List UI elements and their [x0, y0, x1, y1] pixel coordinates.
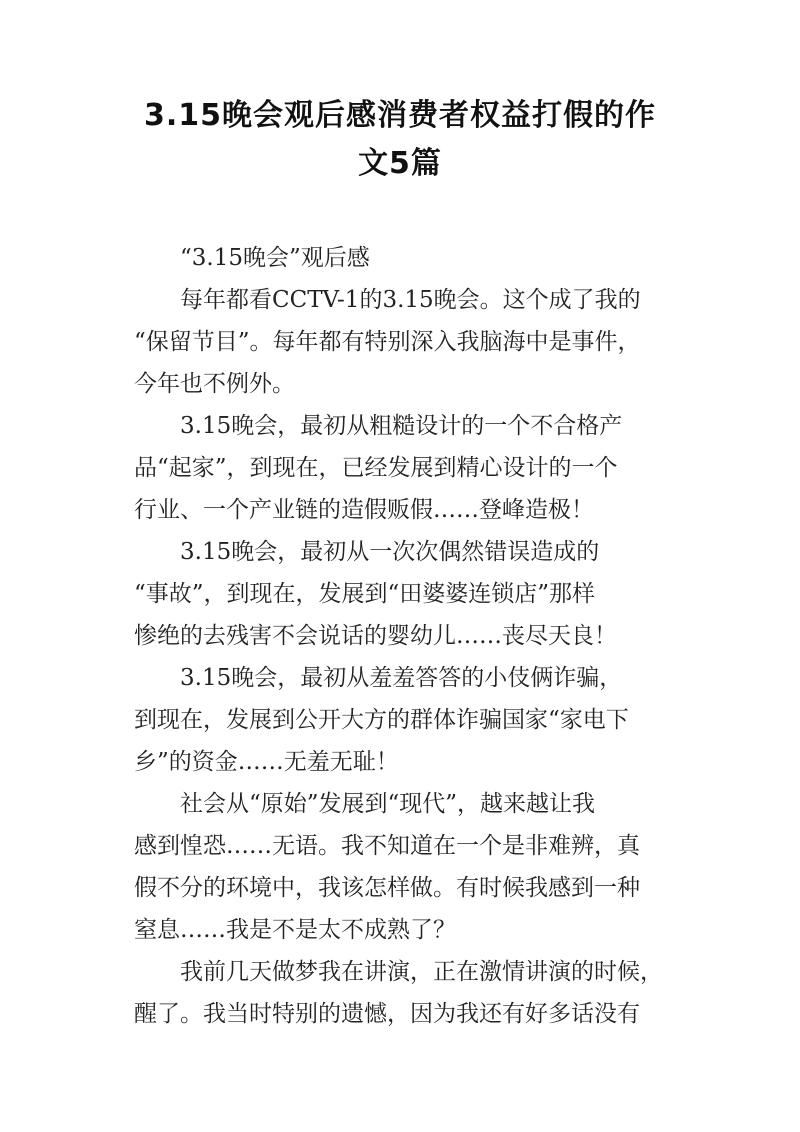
- text-line: 感到惶恐……无语。我不知道在一个是非难辨，真: [134, 833, 640, 859]
- document-title: [120, 92, 680, 188]
- text-line: 窒息……我是不是太不成熟了？: [134, 917, 456, 943]
- text-line: “事故”，到现在，发展到“田婆婆连锁店”那样: [134, 581, 596, 607]
- text-line: 3.15晚会，最初从羞羞答答的小伎俩诈骗，: [180, 665, 623, 691]
- paragraph: [134, 951, 674, 1035]
- document-body: [134, 237, 674, 1035]
- text-line: 每年都看CCTV-1的3.15晚会。这个成了我的: [180, 287, 641, 313]
- text-line: 醒了。我当时特别的遗憾，因为我还有好多话没有: [134, 1001, 640, 1027]
- text-line: 乡”的资金……无羞无耻！: [134, 749, 399, 775]
- text-line: 品“起家”，到现在，已经发展到精心设计的一个: [134, 455, 618, 481]
- text-line: 社会从“原始”发展到“现代”，越来越让我: [180, 791, 596, 817]
- paragraph: [134, 657, 674, 783]
- paragraph-subtitle: [134, 237, 674, 279]
- paragraph: [134, 531, 674, 657]
- text-line: 3.15晚会，最初从粗糙设计的一个不合格产: [180, 413, 623, 439]
- text-line: 行业、一个产业链的造假贩假……登峰造极！: [134, 497, 594, 523]
- text-line: “保留节目”。每年都有特别深入我脑海中是事件，: [134, 329, 641, 355]
- text-line: 到现在，发展到公开大方的群体诈骗国家“家电下: [134, 707, 629, 733]
- paragraph: [134, 783, 674, 951]
- title-line-2: 文5篇: [358, 146, 442, 181]
- text-line: 今年也不例外。: [134, 371, 295, 397]
- text-line: 我前几天做梦我在讲演，正在激情讲演的时候，: [180, 959, 663, 985]
- text-line: 3.15晚会，最初从一次次偶然错误造成的: [180, 539, 600, 565]
- text-line: “3.15晚会”观后感: [180, 245, 370, 271]
- paragraph: [134, 279, 674, 405]
- title-line-1: 3.15晚会观后感消费者权益打假的作: [143, 98, 657, 133]
- paragraph: [134, 405, 674, 531]
- text-line: 假不分的环境中，我该怎样做。有时候我感到一种: [134, 875, 640, 901]
- text-line: 惨绝的去残害不会说话的婴幼儿……丧尽天良！: [134, 623, 617, 649]
